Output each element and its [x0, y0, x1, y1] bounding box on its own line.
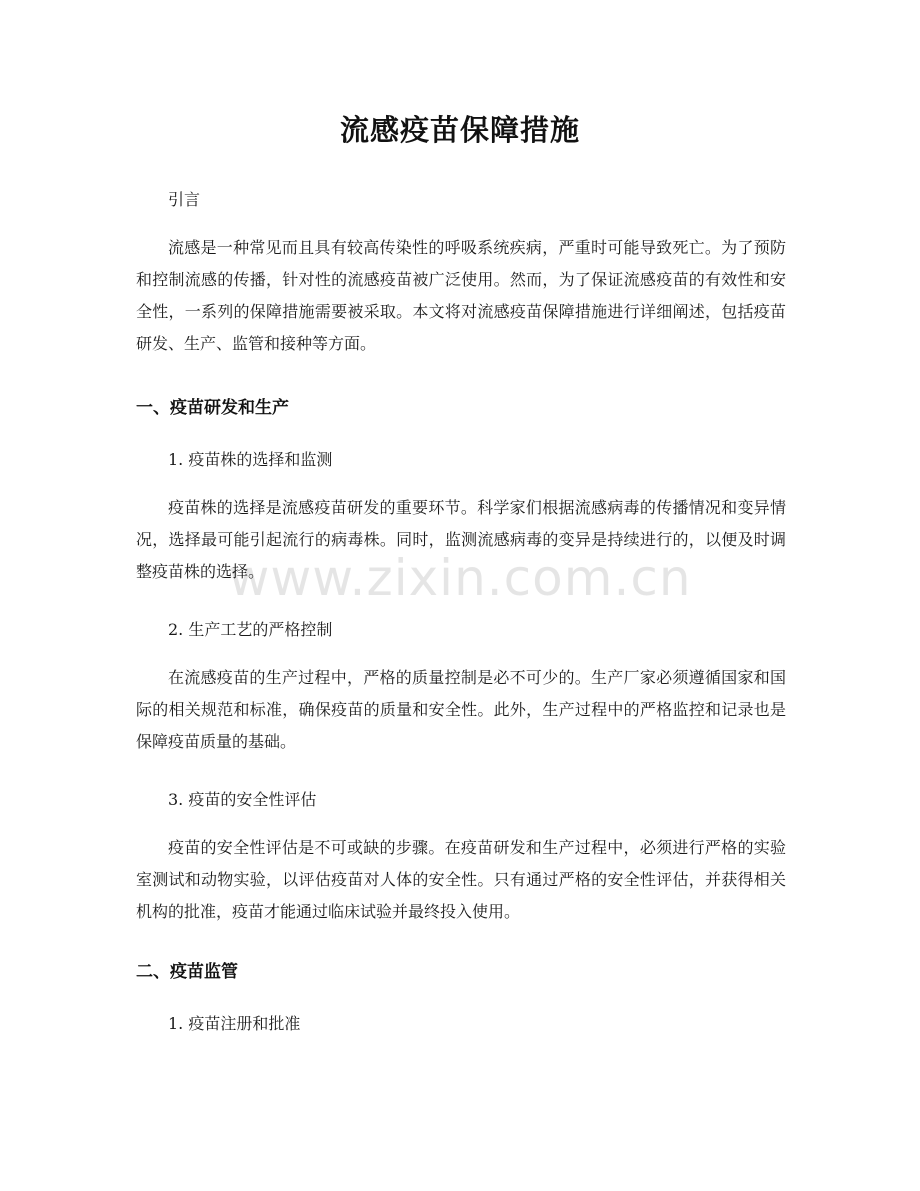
section-1-item-3-paragraph: 疫苗的安全性评估是不可或缺的步骤。在疫苗研发和生产过程中，必须进行严格的实验室测试和动物实验，以评估疫苗对人体的安全性。只有通过严格的安全性评估，并获得相关机构的批准，疫苗才能通过临床试验并最终投入使用。	[136, 838, 786, 921]
section-1-item-3-label: 3. 疫苗的安全性评估	[168, 790, 317, 809]
intro-label: 引言	[168, 190, 201, 209]
document-title: 流感疫苗保障措施	[339, 113, 580, 147]
section-2-item-1-label: 1. 疫苗注册和批准	[168, 1014, 301, 1033]
section-1-item-1-paragraph: 疫苗株的选择是流感疫苗研发的重要环节。科学家们根据流感病毒的传播情况和变异情况，选择最可能引起流行的病毒株。同时，监测流感病毒的变异是持续进行的，以便及时调整疫苗株的选择。	[136, 498, 786, 581]
section-1-item-2-label: 2. 生产工艺的严格控制	[168, 620, 333, 639]
section-1-heading: 一、疫苗研发和生产	[136, 398, 289, 418]
section-1-item-1-label: 1. 疫苗株的选择和监测	[168, 450, 333, 469]
watermark: www.zixin.com.cn	[228, 549, 692, 607]
section-1-item-2-paragraph: 在流感疫苗的生产过程中，严格的质量控制是必不可少的。生产厂家必须遵循国家和国际的相关规范和标准，确保疫苗的质量和安全性。此外，生产过程中的严格监控和记录也是保障疫苗质量的基础。	[136, 668, 786, 751]
intro-paragraph: 流感是一种常见而且具有较高传染性的呼吸系统疾病，严重时可能导致死亡。为了预防和控制流感的传播，针对性的流感疫苗被广泛使用。然而，为了保证流感疫苗的有效性和安全性，一系列的保障措施需要被采取。本文将对流感疫苗保障措施进行详细阐述，包括疫苗研发、生产、监管和接种等方面。	[136, 238, 786, 353]
section-2-heading: 二、疫苗监管	[136, 962, 238, 982]
